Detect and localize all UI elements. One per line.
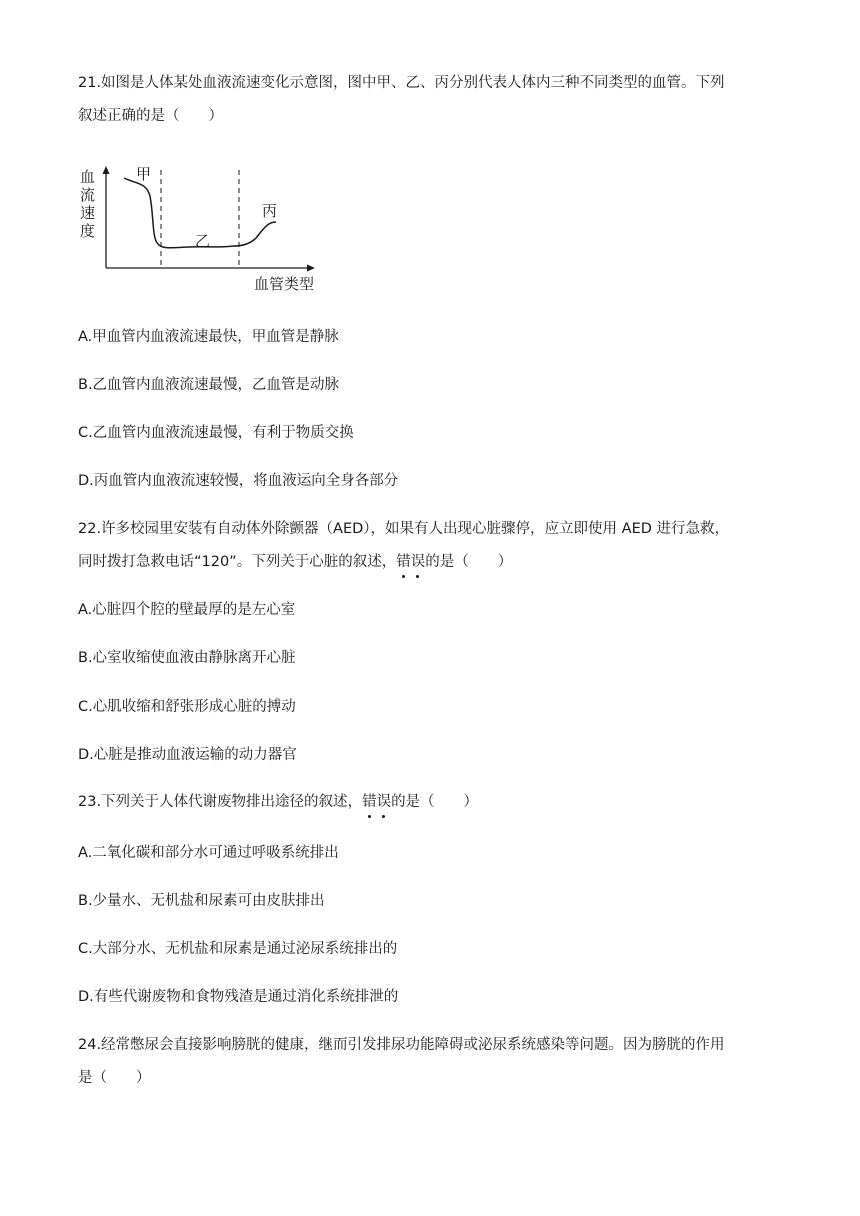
q21-option-a: A.甲血管内血液流速最快，甲血管是静脉 — [78, 329, 339, 345]
vessel-label-jia: 甲 — [136, 165, 152, 183]
q22-emphasis-char-1: 错 — [396, 554, 411, 570]
q23-stem-pre: 23.下列关于人体代谢废物排出途径的叙述， — [78, 794, 363, 810]
q21-stem-line1: 21.如图是人体某处血液流速变化示意图，图中甲、乙、丙分别代表人体内三种不同类型的血管。下列 — [78, 75, 725, 91]
q22-stem-line2 — [78, 552, 512, 572]
q21-option-c: C.乙血管内血液流速最慢，有利于物质交换 — [78, 425, 354, 441]
q21-option-b: B.乙血管内血液流速最慢，乙血管是动脉 — [78, 377, 340, 393]
q23-option-a: A.二氧化碳和部分水可通过呼吸系统排出 — [78, 845, 339, 861]
x-axis-label: 血管类型 — [254, 275, 315, 293]
y-axis-char-3: 速 — [80, 204, 96, 222]
q22-option-c: C.心肌收缩和舒张形成心脏的搏动 — [78, 699, 296, 715]
q22-emphasis-char-2: 误 — [410, 554, 426, 570]
vessel-label-yi: 乙 — [195, 232, 211, 250]
y-axis-arrow-icon — [103, 166, 110, 174]
y-axis-char-1: 血 — [80, 168, 96, 186]
q23-emphasis-char-2: 误 — [376, 794, 392, 810]
y-axis-char-2: 流 — [80, 186, 96, 204]
q23-stem — [78, 792, 478, 812]
x-axis-arrow-icon — [307, 265, 315, 272]
q23-option-d: D.有些代谢废物和食物残渣是通过消化系统排泄的 — [78, 989, 399, 1005]
vessel-label-bing: 丙 — [262, 202, 278, 220]
q22-option-a: A.心脏四个腔的壁最厚的是左心室 — [78, 602, 296, 618]
q21-stem-line2: 叙述正确的是（ ） — [78, 108, 223, 124]
q22-stem-line1: 22.许多校园里安装有自动体外除颤器（AED），如果有人出现心脏骤停，应立即使用 AED 进行急救， — [78, 521, 730, 537]
q23-emphasis-char-1: 错 — [362, 794, 377, 810]
y-axis-char-4: 度 — [80, 222, 96, 240]
q22-stem-line2-pre: 同时拨打急救电话“120”。下列关于心脏的叙述， — [78, 554, 397, 570]
q23-stem-post: 的是（ ） — [391, 794, 479, 810]
q23-option-c: C.大部分水、无机盐和尿素是通过泌尿系统排出的 — [78, 941, 398, 957]
q24-stem-line2: 是（ ） — [78, 1070, 151, 1086]
q22-option-d: D.心脏是推动血液运输的动力器官 — [78, 747, 297, 763]
q22-stem-line2-post: 的是（ ） — [425, 554, 513, 570]
q24-stem-line1: 24.经常憋尿会直接影响膀胱的健康，继而引发排尿功能障碍或泌尿系统感染等问题。因为膀胱的作用 — [78, 1037, 725, 1053]
q21-option-d: D.丙血管内血液流速较慢，将血液运向全身各部分 — [78, 473, 399, 489]
q23-option-b: B.少量水、无机盐和尿素可由皮肤排出 — [78, 893, 325, 909]
blood-flow-speed-figure — [78, 160, 328, 300]
q22-option-b: B.心室收缩使血液由静脉离开心脏 — [78, 650, 296, 666]
blood-flow-speed-diagram — [78, 160, 328, 300]
